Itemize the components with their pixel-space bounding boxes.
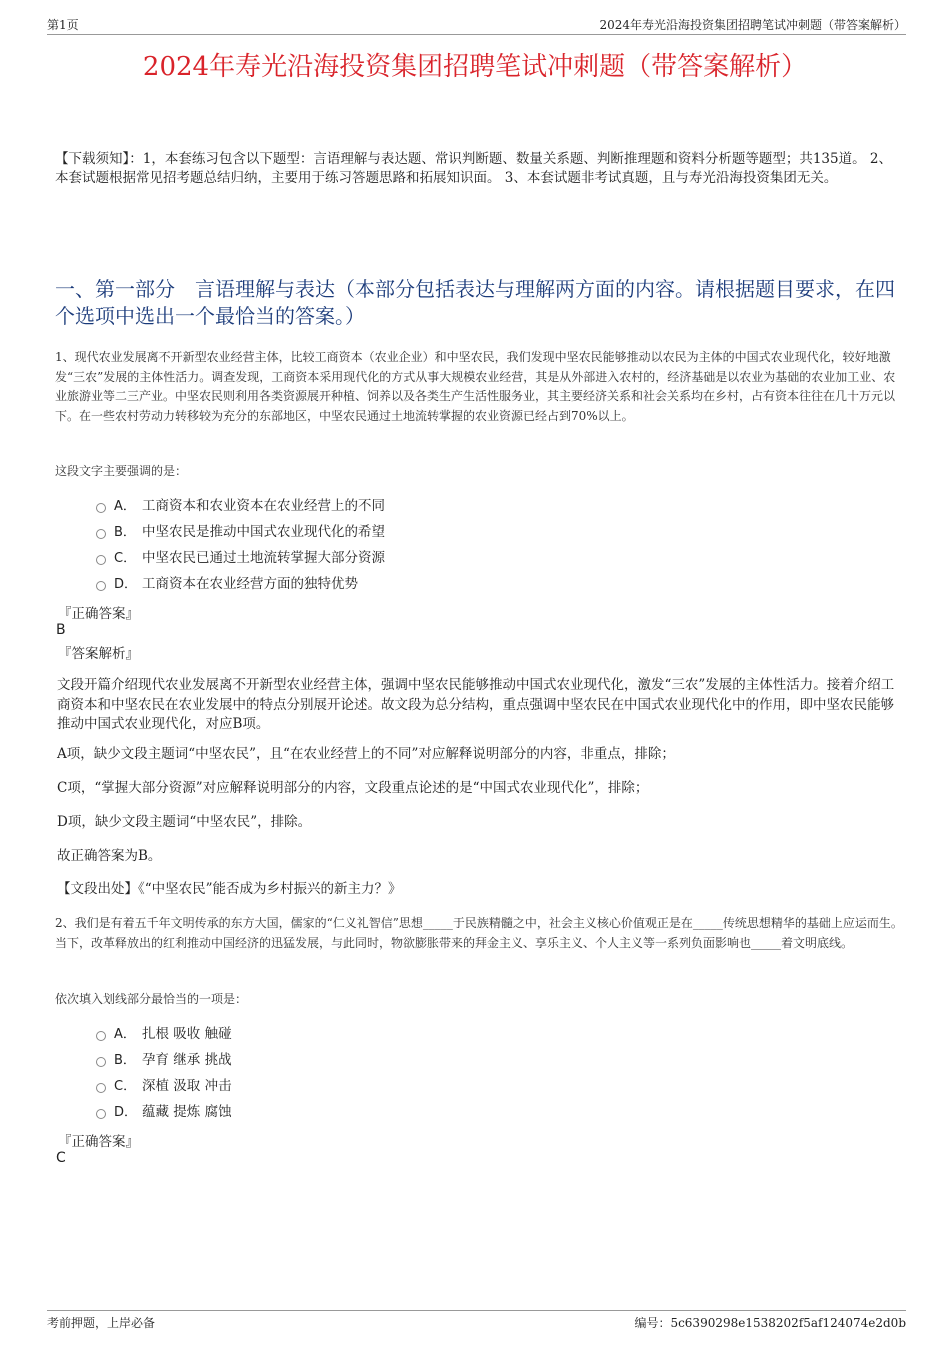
radio-icon[interactable] <box>96 503 106 513</box>
q1-option-a[interactable]: A． 工商资本和农业资本在农业经营上的不同 <box>96 496 385 516</box>
q1-analysis-main: 文段开篇介绍现代农业发展离不开新型农业经营主体，强调中坚农民能够推动中国式农业现代化，激发“三农”发展的主体性活力。接着介绍工商资本和中坚农民在农业发展中的特点分别展开论述。故文段为总分结构，重点强调中坚农民在中国式农业现代化中的作用，即中坚农民能够推动中国式农业现代化，对应B项。 <box>57 677 895 732</box>
q2-answer: C <box>56 1150 66 1166</box>
q1-option-d[interactable]: D． 工商资本在农业经营方面的独特优势 <box>96 574 358 594</box>
radio-icon[interactable] <box>96 1057 106 1067</box>
q1-answer: B <box>56 622 66 638</box>
question-1-text: 1、现代农业发展离不开新型农业经营主体，比较工商资本（农业企业）和中坚农民，我们发现中坚农民能够推动以农民为主体的中国式农业现代化，较好地激发“三农”发展的主体性活力。调查发现，工商资本采用现代化的方式从事大规模农业经营，其是从外部进入农村的，经济基础是以农业为基础的农业加工业、农业旅游业等二三产业。中坚农民则利用各类资源展开种植、饲养以及各类生产生活性服务业，其主要经济关系和社会关系均在乡村，占有资本往往在几十万元以下。在一些农村劳动力转移较为充分的东部地区，中坚农民通过土地流转掌握的农业资源已经占到70%以上。 <box>55 350 896 423</box>
radio-icon[interactable] <box>96 555 106 565</box>
q1-option-b[interactable]: B． 中坚农民是推动中国式农业现代化的希望 <box>96 522 385 542</box>
radio-icon[interactable] <box>96 1109 106 1119</box>
footer-slogan: 考前押题，上岸必备 <box>47 1316 156 1330</box>
q2-option-b[interactable]: B． 孕育 继承 挑战 <box>96 1050 232 1070</box>
document-title: 2024年寿光沿海投资集团招聘笔试冲刺题（带答案解析） <box>142 52 808 82</box>
footer-doc-id: 编号：5c6390298e1538202f5af124074e2d0b <box>634 1316 906 1330</box>
section-heading: 一、第一部分 言语理解与表达（本部分包括表达与理解两方面的内容。请根据题目要求，在四个选项中选出一个最恰当的答案。） <box>55 277 895 328</box>
q1-analysis-option-d: D项，缺少文段主题词“中坚农民”，排除。 <box>57 814 312 830</box>
q2-option-a[interactable]: A． 扎根 吸收 触碰 <box>96 1024 232 1044</box>
q2-option-c[interactable]: C． 深植 汲取 冲击 <box>96 1076 232 1096</box>
q2-option-d[interactable]: D． 蕴藏 提炼 腐蚀 <box>96 1102 232 1122</box>
q1-analysis-option-a: A项，缺少文段主题词“中坚农民”，且“在农业经营上的不同”对应解释说明部分的内容，非重点，排除； <box>57 746 675 762</box>
radio-icon[interactable] <box>96 529 106 539</box>
page-footer <box>47 1310 906 1330</box>
q2-answer-label: 『正确答案』 <box>58 1134 139 1150</box>
q1-analysis-source: 【文段出处】《“中坚农民”能否成为乡村振兴的新主力？》 <box>57 881 402 897</box>
radio-icon[interactable] <box>96 1031 106 1041</box>
radio-icon[interactable] <box>96 581 106 591</box>
q1-analysis-conclusion: 故正确答案为B。 <box>57 848 162 864</box>
q1-analysis-option-c: C项，“掌握大部分资源”对应解释说明部分的内容，文段重点论述的是“中国式农业现代化”，排除； <box>57 780 649 796</box>
page-header <box>47 14 906 35</box>
q1-answer-label: 『正确答案』 <box>58 606 139 622</box>
download-notice: 【下载须知】：1，本套练习包含以下题型：言语理解与表达题、常识判断题、数量关系题、判断推理题和资料分析题等题型；共135道。 2、本套试题根据常见招考题总结归纳，主要用于练习答题思路和拓展知识面。 3、本套试题非考试真题，且与寿光沿海投资集团无关。 <box>55 151 892 186</box>
header-doc-title: 2024年寿光沿海投资集团招聘笔试冲刺题（带答案解析） <box>599 18 906 32</box>
radio-icon[interactable] <box>96 1083 106 1093</box>
q1-option-c[interactable]: C． 中坚农民已通过土地流转掌握大部分资源 <box>96 548 385 568</box>
question-1-prompt: 这段文字主要强调的是： <box>55 464 188 478</box>
question-2-prompt: 依次填入划线部分最恰当的一项是： <box>55 992 248 1006</box>
page-number: 第1页 <box>47 18 79 32</box>
q1-analysis-label: 『答案解析』 <box>58 646 139 662</box>
question-2-text: 2、我们是有着五千年文明传承的东方大国，儒家的“仁义礼智信”思想_____于民族精髓之中，社会主义核心价值观正是在_____传统思想精华的基础上应运而生。当下，改革释放出的红利推动中国经济的迅猛发展，与此同时，物欲膨胀带来的拜金主义、享乐主义、个人主义等一系列负面影响也_____着文明底线。 <box>55 916 903 950</box>
